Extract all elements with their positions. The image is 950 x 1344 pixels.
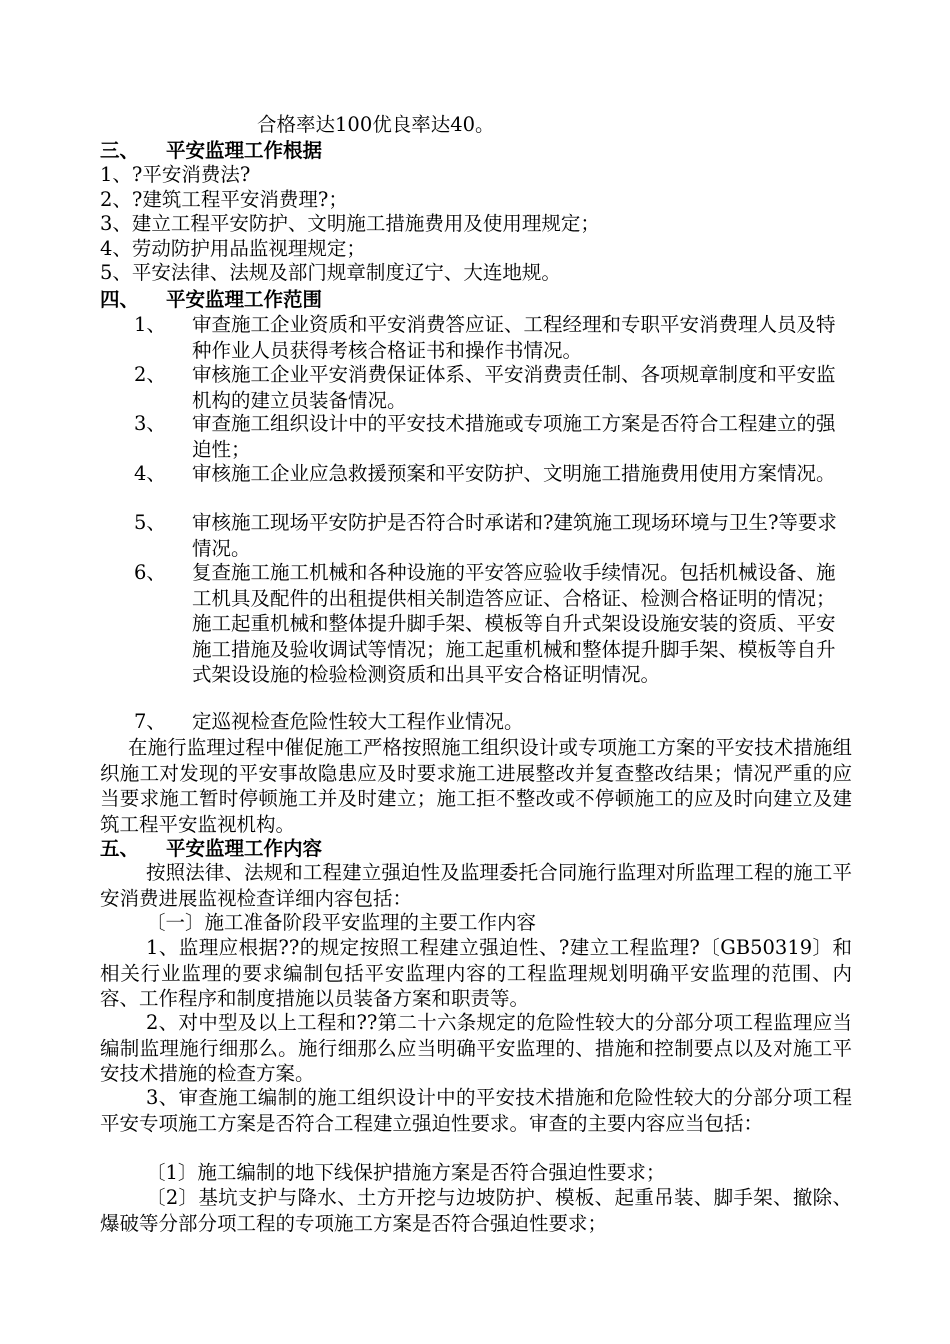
paragraph-text: 2、对中型及以上工程和??第二十六条规定的危险性较大的分部分项工程监理应当编制监理施行细那么。施行细那么应当明确平安监理的、措施和控制要点以及对施工平安技术措施的检查方案。 bbox=[100, 1011, 852, 1085]
list-item-text: 审核施工企业平安消费保证体系、平安消费责任制、各项规章制度和平安监机构的建立员装备情况。 bbox=[192, 363, 836, 412]
sub-heading: 〔一〕施工准备阶段平安监理的主要工作内容 bbox=[146, 911, 537, 934]
section-3-item: 2、?建筑工程平安消费理?； bbox=[100, 188, 348, 211]
section-3-item: 4、劳动防护用品监视理规定； bbox=[100, 237, 366, 260]
intro-line: 合格率达100优良率达40。 bbox=[257, 113, 495, 136]
list-item-text: 审查施工企业资质和平安消费答应证、工程经理和专职平安消费理人员及特种作业人员获得考核合格证书和操作书情况。 bbox=[192, 313, 836, 362]
section-5-number: 五、 bbox=[100, 837, 140, 860]
paragraph-text: 1、监理应根据??的规定按照工程建立强迫性、?建立工程监理?〔GB50319〕和相关行业监理的要求编制包括平安监理内容的工程监理规划明确平安监理的范围、内容、工作程序和制度措施以员装备方案和职责等。 bbox=[100, 936, 852, 1010]
paragraph-text: 按照法律、法规和工程建立强迫性及监理委托合同施行监理对所监理工程的施工平安消费进展监视检查详细内容包括： bbox=[100, 861, 852, 910]
sub-item-1 bbox=[100, 1160, 852, 1186]
paragraph-text: 〔1〕施工编制的地下线保护措施方案是否符合强迫性要求； bbox=[146, 1161, 666, 1184]
section-4-paragraph bbox=[100, 735, 852, 837]
section-5-heading bbox=[100, 836, 322, 862]
paragraph-text: 在施行监理过程中催促施工严格按照施工组织设计或专项施工方案的平安技术措施组织施工对发现的平安事故隐患应及时要求施工进展整改并复查整改结果；情况严重的应当要求施工暂时停顿施工并及时建立；施工拒不整改或不停顿施工的应及时向建立及建筑工程平安监视机构。 bbox=[100, 736, 852, 836]
list-item-number: 6、 bbox=[134, 561, 166, 584]
section-5-title: 平安监理工作内容 bbox=[166, 837, 323, 860]
section-3-item: 3、建立工程平安防护、文明施工措施费用及使用理规定； bbox=[100, 212, 600, 235]
paragraph-text: 3、审查施工编制的施工组织设计中的平安技术措施和危险性较大的分部分项工程平安专项施工方案是否符合工程建立强迫性要求。审查的主要内容应当包括： bbox=[100, 1086, 852, 1135]
section-3-item: 1、?平安消费法? bbox=[100, 163, 251, 186]
section-3-title: 平安监理工作根据 bbox=[166, 139, 323, 162]
list-item-number: 2、 bbox=[134, 363, 166, 386]
paragraph-2 bbox=[100, 1010, 852, 1087]
list-item-number: 4、 bbox=[134, 462, 166, 485]
section-5-intro bbox=[100, 860, 852, 911]
section-4-title: 平安监理工作范围 bbox=[166, 288, 323, 311]
list-item-text: 定巡视检查危险性较大工程作业情况。 bbox=[192, 710, 524, 733]
list-item-text: 审查施工组织设计中的平安技术措施或专项施工方案是否符合工程建立的强迫性； bbox=[192, 412, 836, 461]
list-item-text: 审核施工企业应急救援预案和平安防护、文明施工措施费用使用方案情况。 bbox=[192, 462, 836, 485]
list-item-text: 复查施工施工机械和各种设施的平安答应验收手续情况。包括机械设备、施工机具及配件的出租提供相关制造答应证、合格证、检测合格证明的情况；施工起重机械和整体提升脚手架、模板等自升式架设设施安装的资质、平安施工措施及验收调试等情况；施工起重机械和整体提升脚手架、模板等自升式架设设施的检验检测资质和出具平安合格证明情况。 bbox=[192, 561, 836, 686]
list-item-number: 3、 bbox=[134, 412, 166, 435]
list-item-number: 7、 bbox=[134, 710, 166, 733]
list-item-number: 1、 bbox=[134, 313, 166, 336]
section-4-heading bbox=[100, 287, 322, 313]
paragraph-text: 〔2〕基坑支护与降水、土方开挖与边坡防护、模板、起重吊装、脚手架、撤除、爆破等分部分项工程的专项施工方案是否符合强迫性要求； bbox=[100, 1186, 852, 1235]
paragraph-1 bbox=[100, 935, 852, 1012]
list-item-number: 5、 bbox=[134, 511, 166, 534]
section-3-number: 三、 bbox=[100, 139, 140, 162]
sub-item-2 bbox=[100, 1185, 852, 1236]
section-3-heading bbox=[100, 138, 322, 164]
section-4-number: 四、 bbox=[100, 288, 140, 311]
list-item-text: 审核施工现场平安防护是否符合时承诺和?建筑施工现场环境与卫生?等要求情况。 bbox=[192, 511, 837, 560]
section-3-item: 5、平安法律、法规及部门规章制度辽宁、大连地规。 bbox=[100, 261, 561, 284]
paragraph-3 bbox=[100, 1085, 852, 1136]
